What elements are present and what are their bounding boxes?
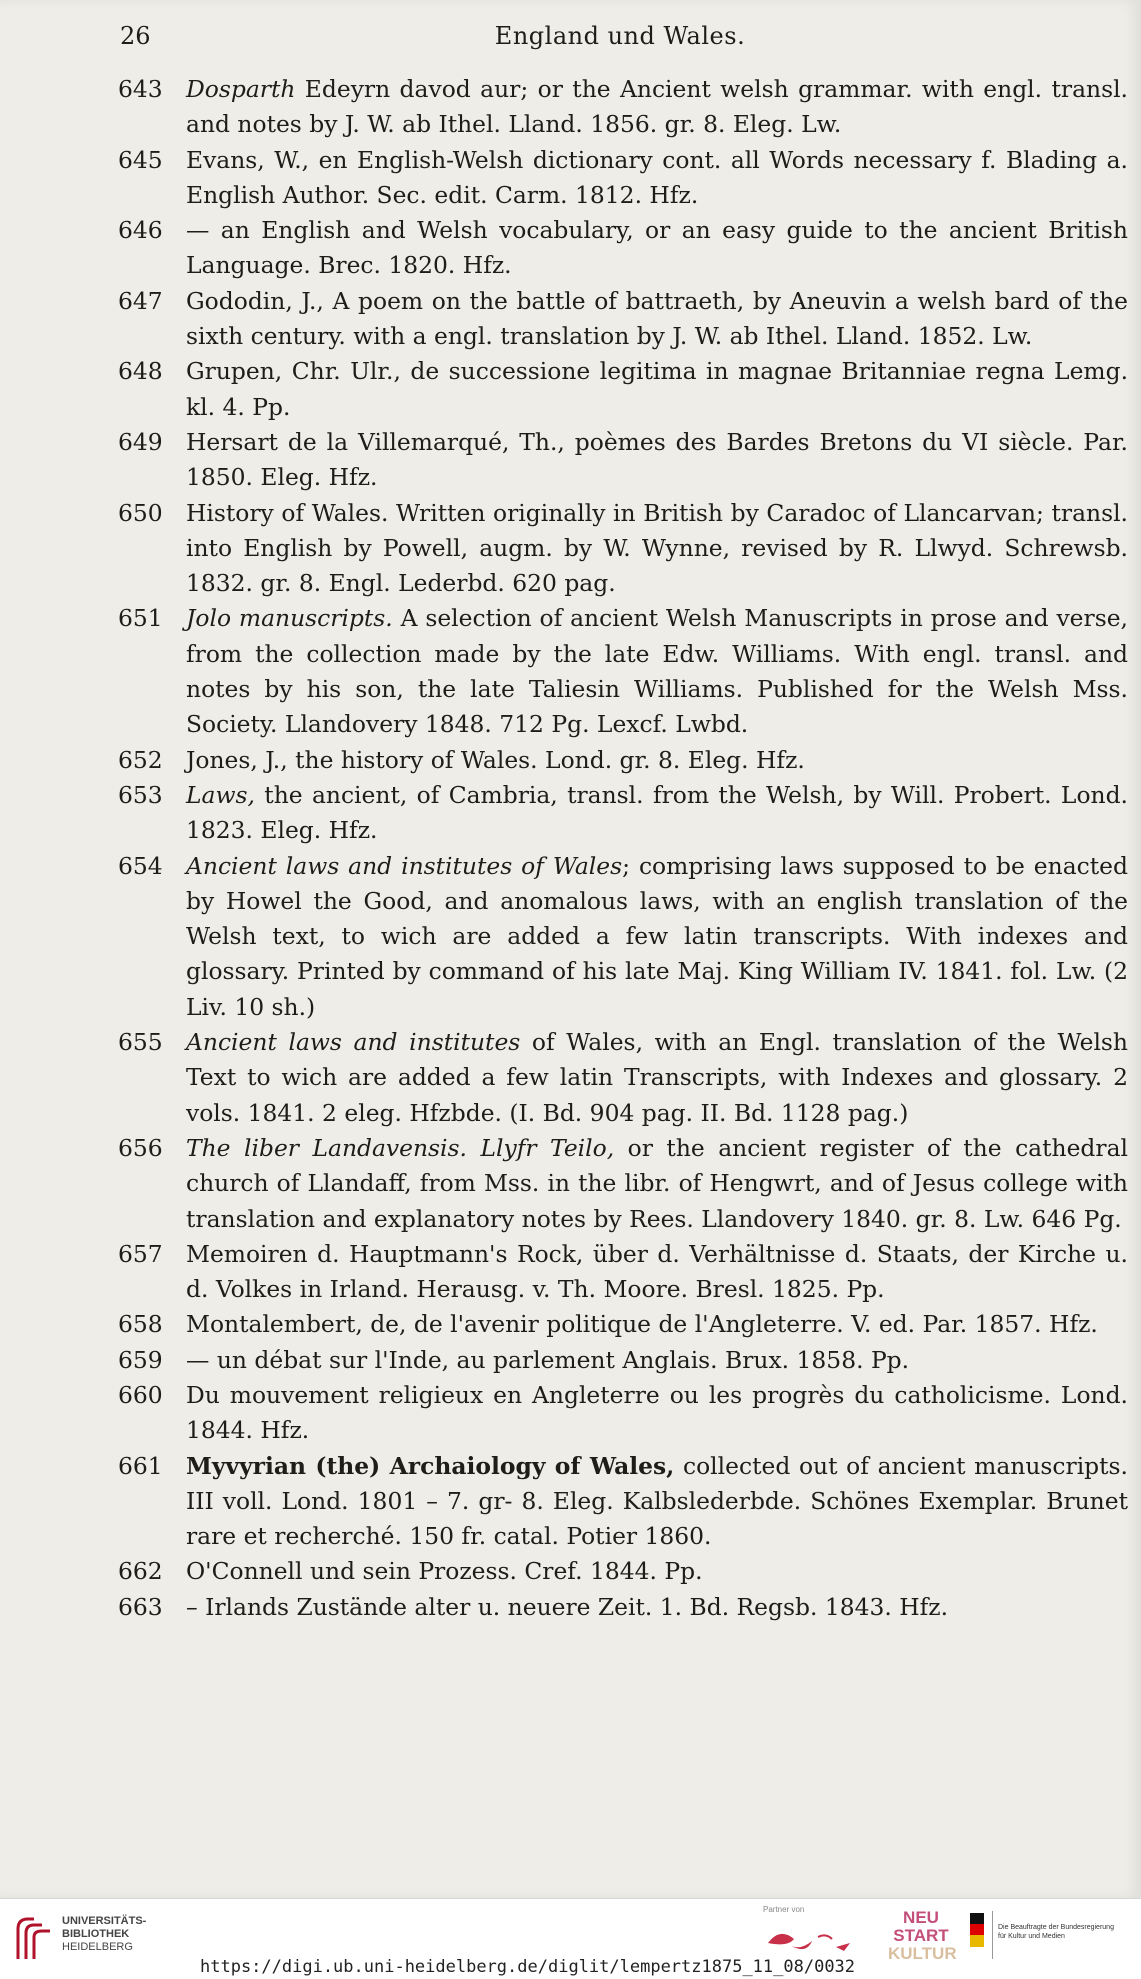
entry-number: 655	[118, 1028, 163, 1057]
entry-title: Myvyrian (the) Archaiology of Wales,	[186, 1451, 675, 1480]
entry-number: 643	[118, 75, 163, 103]
federal-government-text: Die Beauftragte der Bundesregierung für Kultur und Medien	[998, 1924, 1114, 1940]
entry-text	[186, 425, 1128, 496]
entry-description: – Irlands Zustände alter u. neuere Zeit. 1. Bd. Regsb. 1843. Hfz.	[186, 1592, 949, 1621]
entry-text	[186, 1237, 1128, 1308]
entry-description: of Wales, with an Engl. translation of the Welsh Text to wich are added a few latin Transcripts, with Indexes and glossary. 2 vols. 1841. 2 eleg. Hfzbde. (I. Bd. 904 pag. II. Bd. 1128 pag.)	[186, 1028, 1128, 1127]
entry-text	[186, 778, 1128, 849]
running-head: England und Wales.	[494, 22, 746, 50]
catalog-entry	[118, 743, 1128, 778]
entry-text	[186, 1590, 1128, 1625]
entry-title: Ancient laws and institutes	[186, 1028, 521, 1057]
catalog-entry	[118, 284, 1128, 355]
entry-text	[186, 1449, 1128, 1555]
catalog-entry	[118, 213, 1128, 284]
entry-text	[186, 213, 1128, 284]
entry-description: Jones, J., the history of Wales. Lond. gr. 8. Eleg. Hfz.	[186, 745, 805, 774]
entry-text	[186, 1131, 1128, 1237]
entry-description: Gododin, J., A poem on the battle of battraeth, by Aneuvin a welsh bard of the sixth century. with a engl. translation by J. W. ab Ithel. Lland. 1852. Lw.	[186, 286, 1128, 351]
entry-number: 646	[118, 216, 163, 245]
page-url[interactable]: https://digi.ub.uni-heidelberg.de/diglit/lempertz1875_11_08/0032	[200, 1957, 856, 1977]
catalog-entry	[118, 1307, 1128, 1342]
entry-description: O'Connell und sein Prozess. Cref. 1844. Pp.	[186, 1557, 703, 1586]
entry-number: 650	[118, 498, 163, 527]
neustart-line2: START	[893, 1926, 949, 1945]
catalog-entry	[118, 1343, 1128, 1378]
viewer-footer	[0, 1898, 1141, 1979]
entry-description: — an English and Welsh vocabulary, or an easy guide to the ancient British Language. Brec. 1820. Hfz.	[186, 216, 1128, 280]
catalog-entry	[118, 849, 1128, 1025]
entry-number: 662	[118, 1557, 163, 1586]
federal-government-logo[interactable]	[970, 1911, 1120, 1965]
entry-number: 659	[118, 1345, 163, 1374]
logo-divider	[992, 1911, 993, 1959]
entry-description: Memoiren d. Hauptmann's Rock, über d. Verhältnisse d. Staats, der Kirche u. d. Volkes in Irland. Herausg. v. Th. Moore. Bresl. 1825. Pp.	[186, 1239, 1128, 1304]
catalog-entry	[118, 1378, 1128, 1449]
entry-text	[186, 1025, 1128, 1131]
entry-description: — un débat sur l'Inde, au parlement Anglais. Brux. 1858. Pp.	[186, 1345, 910, 1374]
entry-number: 658	[118, 1310, 163, 1339]
partner-label: Partner von	[763, 1905, 805, 1914]
entry-title: Jolo manuscripts.	[186, 604, 393, 633]
entry-number: 648	[118, 357, 163, 386]
catalog-entry	[118, 425, 1128, 496]
entry-title: Dosparth	[186, 75, 296, 103]
entry-text	[186, 143, 1128, 214]
entry-text	[186, 849, 1128, 1025]
entry-text	[186, 743, 1128, 778]
catalog-entry	[118, 1131, 1128, 1237]
entry-description: ; comprising laws supposed to be enacted by Howel the Good, and anomalous laws, with an english translation of the Welsh text, to wich are added a few latin transcripts. With indexes and glossary. Printed by command of his late Maj. King William IV. 1841. fol. Lw. (2 Liv. 10 sh.)	[186, 851, 1128, 1021]
catalog-entry	[118, 1025, 1128, 1131]
entry-title: Laws,	[186, 780, 255, 809]
library-name-line2: BIBLIOTHEK	[62, 1928, 130, 1940]
entry-description: the ancient, of Cambria, transl. from the Welsh, by Will. Probert. Lond. 1823. Eleg. Hfz.	[186, 780, 1128, 845]
entry-text	[186, 1378, 1128, 1449]
ub-heidelberg-logo-icon[interactable]	[12, 1913, 56, 1965]
entry-number: 653	[118, 780, 163, 809]
entry-description: History of Wales. Written originally in British by Caradoc of Llancarvan; transl. into English by Powell, augm. by W. Wynne, revised by R. Llwyd. Schrewsb. 1832. gr. 8. Engl. Lederbd. 620 pag.	[186, 498, 1128, 598]
catalog-entries	[118, 72, 1128, 1625]
catalog-entry	[118, 1449, 1128, 1555]
entry-title: The liber Landavensis. Llyfr Teilo,	[186, 1133, 615, 1162]
entry-number: 661	[118, 1451, 163, 1480]
federal-eagle-icon	[970, 1913, 984, 1947]
entry-number: 649	[118, 427, 163, 456]
library-name-line1: UNIVERSITÄTS-	[62, 1915, 147, 1927]
catalog-entry	[118, 1237, 1128, 1308]
catalog-entry	[118, 354, 1128, 425]
entry-text	[186, 601, 1128, 742]
entry-description: collected out of ancient manuscripts. III voll. Lond. 1801 – 7. gr- 8. Eleg. Kalbslederbde. Schönes Exemplar. Brunet rare et recherché. 150 fr. catal. Potier 1860.	[186, 1451, 1128, 1551]
entry-text	[186, 496, 1128, 602]
entry-title: Ancient laws and institutes of Wales	[186, 851, 623, 880]
entry-number: 654	[118, 851, 163, 880]
entry-text	[186, 284, 1128, 355]
entry-description: Montalembert, de, de l'avenir politique de l'Angleterre. V. ed. Par. 1857. Hfz.	[186, 1310, 1098, 1339]
entry-text	[186, 1554, 1128, 1589]
entry-description: Grupen, Chr. Ulr., de successione legitima in magnae Britanniae regna Lemg. kl. 4. Pp.	[186, 357, 1128, 421]
entry-text	[186, 72, 1128, 143]
entry-description: Du mouvement religieux en Angleterre ou les progrès du catholicisme. Lond. 1844. Hfz.	[186, 1380, 1128, 1445]
entry-number: 657	[118, 1239, 163, 1268]
entry-number: 652	[118, 745, 163, 774]
catalog-entry	[118, 72, 1128, 143]
catalog-entry	[118, 601, 1128, 742]
entry-number: 656	[118, 1133, 163, 1162]
entry-description: Hersart de la Villemarqué, Th., poèmes des Bardes Bretons du VI siècle. Par. 1850. Eleg. Hfz.	[186, 427, 1128, 492]
catalog-entry	[118, 496, 1128, 602]
library-name-line3: HEIDELBERG	[62, 1941, 133, 1953]
catalog-entry	[118, 778, 1128, 849]
neustart-line1: NEU	[903, 1908, 939, 1927]
catalog-entry	[118, 1590, 1128, 1625]
entry-text	[186, 1343, 1128, 1378]
neustart-kultur-logo[interactable]	[888, 1908, 957, 1967]
library-name[interactable]	[62, 1915, 192, 1954]
entry-number: 663	[118, 1592, 163, 1621]
neustart-line3: KULTUR	[888, 1944, 957, 1963]
catalog-entry	[118, 1554, 1128, 1589]
entry-description: or the ancient register of the cathedral church of Llandaff, from Mss. in the libr. of Hengwrt, and of Jesus college with translation and explanatory notes by Rees. Llandovery 1840. gr. 8. Lw. 646 Pg.	[186, 1133, 1129, 1233]
entry-number: 647	[118, 286, 163, 315]
page-header	[120, 18, 1120, 54]
entry-number: 660	[118, 1380, 163, 1409]
entry-number: 645	[118, 145, 163, 174]
entry-description: A selection of ancient Welsh Manuscripts in prose and verse, from the collection made by the late Edw. Williams. With engl. transl. and notes by his son, the late Taliesin Williams. Published for the Welsh Mss. Society. Llandovery 1848. 712 Pg. Lexcf. Lwbd.	[186, 604, 1128, 739]
entry-description: Evans, W., en English-Welsh dictionary cont. all Words necessary f. Blading a. English Author. Sec. edit. Carm. 1812. Hfz.	[186, 145, 1128, 209]
entry-number: 651	[118, 604, 163, 633]
entry-text	[186, 1307, 1128, 1342]
entry-text	[186, 354, 1128, 425]
entry-description: Edeyrn davod aur; or the Ancient welsh grammar. with engl. transl. and notes by J. W. ab Ithel. Lland. 1856. gr. 8. Eleg. Lw.	[186, 75, 1128, 139]
catalog-entry	[118, 143, 1128, 214]
page-number: 26	[120, 22, 151, 50]
